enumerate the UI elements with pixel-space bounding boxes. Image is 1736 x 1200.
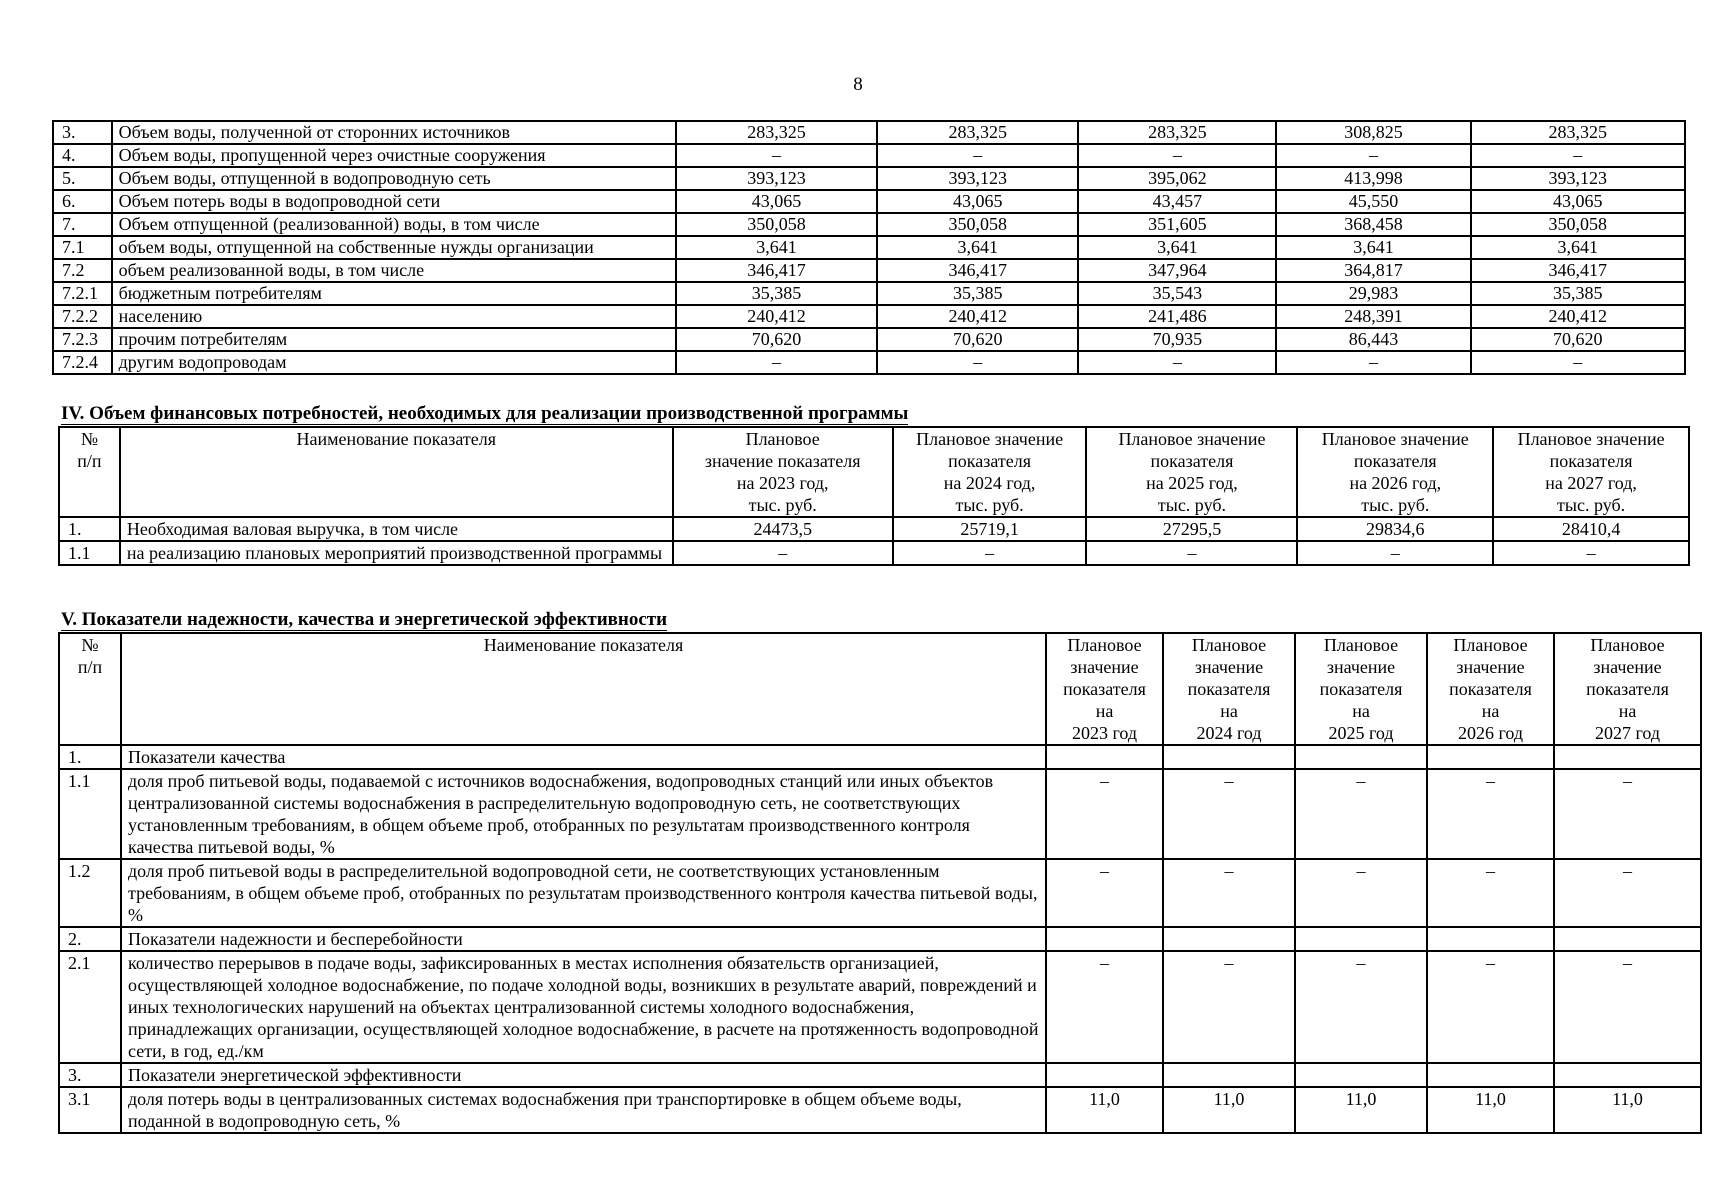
row-value	[1295, 745, 1427, 769]
header-col-2026: Плановое значение показателя на 2026 год	[1427, 633, 1554, 745]
section-5-title: V. Показатели надежности, качества и энергетической эффективности	[61, 609, 668, 630]
header-col-2027: Плановое значение показателя на 2027 год, тыс. руб.	[1493, 427, 1689, 517]
table-row	[53, 144, 1685, 167]
row-value: 3,641	[1276, 236, 1470, 259]
row-number: 6.	[53, 190, 112, 213]
table-row	[53, 121, 1685, 144]
row-name: объем воды, отпущенной на собственные нужды организации	[112, 236, 676, 259]
row-number: 7.2.3	[53, 328, 112, 351]
row-value: –	[877, 144, 1078, 167]
row-value: 347,964	[1078, 259, 1276, 282]
row-value: –	[1295, 769, 1427, 859]
row-value: –	[1086, 541, 1297, 565]
row-value: 11,0	[1046, 1087, 1163, 1133]
table-row	[59, 951, 1701, 1063]
row-name: количество перерывов в подаче воды, зафиксированных в местах исполнения обязательств организацией, осуществляющей холодное водоснабжение, по подаче холодной воды, возникших в результате аварий, повреждений и иных технологических нарушений на объектах централизованной системы холодного водоснабжения, принадлежащих организации, осуществляющей холодное водоснабжение, в расчете на протяженность водопроводной сети, в год, ед./км	[121, 951, 1046, 1063]
reliability-quality-table	[58, 632, 1702, 1134]
row-number: 3.	[53, 121, 112, 144]
row-value: –	[1078, 351, 1276, 374]
row-name: объем реализованной воды, в том числе	[112, 259, 676, 282]
row-value: –	[1295, 951, 1427, 1063]
row-value: 393,123	[1471, 167, 1685, 190]
row-value: 11,0	[1427, 1087, 1554, 1133]
header-col-2025: Плановое значение показателя на 2025 год	[1295, 633, 1427, 745]
row-name: другим водопроводам	[112, 351, 676, 374]
row-name: доля потерь воды в централизованных системах водоснабжения при транспортировке в общем объеме воды, поданной в водопроводную сеть, %	[121, 1087, 1046, 1133]
financial-needs-table	[58, 426, 1690, 566]
row-value: 43,065	[676, 190, 877, 213]
row-value: 283,325	[877, 121, 1078, 144]
row-number: 7.2	[53, 259, 112, 282]
row-value	[1554, 745, 1701, 769]
row-value: 35,543	[1078, 282, 1276, 305]
row-value	[1046, 927, 1163, 951]
row-value: 3,641	[1078, 236, 1276, 259]
row-value: –	[1427, 769, 1554, 859]
row-name: Показатели качества	[121, 745, 1046, 769]
header-col-2024: Плановое значение показателя на 2024 год, тыс. руб.	[893, 427, 1087, 517]
row-number: 2.1	[59, 951, 121, 1063]
row-value: 28410,4	[1493, 517, 1689, 541]
header-col-2027: Плановое значение показателя на 2027 год	[1554, 633, 1701, 745]
row-name: доля проб питьевой воды в распределительной водопроводной сети, не соответствующих установленным требованиям, в общем объеме проб, отобранных по результатам производственного контроля качества питьевой воды, %	[121, 859, 1046, 927]
row-value	[1163, 745, 1295, 769]
row-value: 283,325	[1471, 121, 1685, 144]
row-value: 43,065	[877, 190, 1078, 213]
row-value: 393,123	[877, 167, 1078, 190]
row-name: Показатели надежности и бесперебойности	[121, 927, 1046, 951]
row-value: 240,412	[1471, 305, 1685, 328]
row-value: 35,385	[877, 282, 1078, 305]
water-balance-table	[52, 120, 1686, 375]
row-value: –	[877, 351, 1078, 374]
row-number: 1.1	[59, 541, 120, 565]
row-value: 29834,6	[1297, 517, 1493, 541]
row-value: 3,641	[1471, 236, 1685, 259]
table-row	[53, 259, 1685, 282]
row-name: Объем отпущенной (реализованной) воды, в том числе	[112, 213, 676, 236]
row-value: 241,486	[1078, 305, 1276, 328]
row-value: –	[1471, 351, 1685, 374]
row-value: 11,0	[1295, 1087, 1427, 1133]
table-row	[53, 190, 1685, 213]
row-number: 1.	[59, 745, 121, 769]
row-value: 3,641	[676, 236, 877, 259]
table-row	[53, 213, 1685, 236]
row-value: 35,385	[1471, 282, 1685, 305]
row-value: 24473,5	[673, 517, 893, 541]
row-value: –	[673, 541, 893, 565]
row-name: населению	[112, 305, 676, 328]
row-name: Объем воды, пропущенной через очистные сооружения	[112, 144, 676, 167]
table-row	[59, 859, 1701, 927]
row-value: –	[1163, 951, 1295, 1063]
reliability-quality-body	[59, 633, 1701, 1133]
row-value: –	[676, 351, 877, 374]
water-balance-body	[53, 121, 1685, 374]
header-col-2025: Плановое значение показателя на 2025 год, тыс. руб.	[1086, 427, 1297, 517]
row-number: 5.	[53, 167, 112, 190]
row-value: 413,998	[1276, 167, 1470, 190]
row-value: 346,417	[676, 259, 877, 282]
row-value: 11,0	[1554, 1087, 1701, 1133]
section-4-title: IV. Объем финансовых потребностей, необходимых для реализации производственной программы	[61, 403, 909, 424]
table-row	[53, 305, 1685, 328]
header-num: № п/п	[59, 633, 121, 745]
row-value: –	[1554, 951, 1701, 1063]
row-name: доля проб питьевой воды, подаваемой с источников водоснабжения, водопроводных станций или иных объектов централизованной системы водоснабжения в распределительную водопроводную сеть, не соответствующих установленным требованиям, в общем объеме проб, отобранных по результатам производственного контроля качества питьевой воды, %	[121, 769, 1046, 859]
row-value: 45,550	[1276, 190, 1470, 213]
header-col-2023: Плановое значение показателя на 2023 год, тыс. руб.	[673, 427, 893, 517]
row-name: Объем воды, отпущенной в водопроводную сеть	[112, 167, 676, 190]
row-value: –	[1276, 351, 1470, 374]
row-value: 308,825	[1276, 121, 1470, 144]
row-value: –	[1297, 541, 1493, 565]
row-value: 70,935	[1078, 328, 1276, 351]
row-value: –	[1427, 951, 1554, 1063]
row-value: –	[1163, 859, 1295, 927]
table-row	[59, 1087, 1701, 1133]
row-name: Показатели энергетической эффективности	[121, 1063, 1046, 1087]
row-value: –	[1493, 541, 1689, 565]
table-row	[53, 282, 1685, 305]
row-value	[1427, 1063, 1554, 1087]
row-value	[1046, 745, 1163, 769]
header-col-2024: Плановое значение показателя на 2024 год	[1163, 633, 1295, 745]
header-col-2023: Плановое значение показателя на 2023 год	[1046, 633, 1163, 745]
row-value: 43,457	[1078, 190, 1276, 213]
row-name: на реализацию плановых мероприятий производственной программы	[120, 541, 673, 565]
row-value: –	[1046, 769, 1163, 859]
row-value: 393,123	[676, 167, 877, 190]
row-value: 368,458	[1276, 213, 1470, 236]
row-name: бюджетным потребителям	[112, 282, 676, 305]
row-value: 70,620	[1471, 328, 1685, 351]
row-number: 7.2.2	[53, 305, 112, 328]
row-value: –	[1276, 144, 1470, 167]
row-number: 7.	[53, 213, 112, 236]
header-num: № п/п	[59, 427, 120, 517]
financial-needs-body	[59, 427, 1689, 565]
header-name: Наименование показателя	[121, 633, 1046, 745]
row-number: 3.	[59, 1063, 121, 1087]
row-value: 35,385	[676, 282, 877, 305]
row-value	[1163, 1063, 1295, 1087]
row-value: –	[676, 144, 877, 167]
table-header-row	[59, 427, 1689, 517]
row-value: –	[1471, 144, 1685, 167]
row-name: Объем потерь воды в водопроводной сети	[112, 190, 676, 213]
row-value: –	[1046, 951, 1163, 1063]
row-value: –	[1046, 859, 1163, 927]
row-value: 248,391	[1276, 305, 1470, 328]
row-value: 350,058	[1471, 213, 1685, 236]
row-value: –	[1554, 769, 1701, 859]
row-name: прочим потребителям	[112, 328, 676, 351]
row-number: 1.1	[59, 769, 121, 859]
row-value: 350,058	[676, 213, 877, 236]
row-value: 240,412	[877, 305, 1078, 328]
row-value	[1427, 927, 1554, 951]
row-value: 283,325	[676, 121, 877, 144]
table-header-row	[59, 633, 1701, 745]
row-value: –	[1554, 859, 1701, 927]
table-row	[53, 236, 1685, 259]
row-value	[1046, 1063, 1163, 1087]
row-number: 1.	[59, 517, 120, 541]
row-value: 283,325	[1078, 121, 1276, 144]
table-row	[59, 745, 1701, 769]
row-value: –	[1163, 769, 1295, 859]
header-col-2026: Плановое значение показателя на 2026 год, тыс. руб.	[1297, 427, 1493, 517]
table-row	[59, 927, 1701, 951]
row-value: 70,620	[676, 328, 877, 351]
row-value: –	[1295, 859, 1427, 927]
row-number: 7.2.1	[53, 282, 112, 305]
row-value: 43,065	[1471, 190, 1685, 213]
table-row	[53, 167, 1685, 190]
table-row	[53, 351, 1685, 374]
row-value: 70,620	[877, 328, 1078, 351]
row-number: 3.1	[59, 1087, 121, 1133]
row-number: 7.1	[53, 236, 112, 259]
table-row	[53, 328, 1685, 351]
row-value	[1554, 927, 1701, 951]
row-value	[1554, 1063, 1701, 1087]
row-value: 346,417	[877, 259, 1078, 282]
row-number: 2.	[59, 927, 121, 951]
row-value	[1295, 1063, 1427, 1087]
page-number: 8	[853, 74, 863, 95]
row-number: 4.	[53, 144, 112, 167]
row-value: 350,058	[877, 213, 1078, 236]
row-value: 364,817	[1276, 259, 1470, 282]
header-name: Наименование показателя	[120, 427, 673, 517]
row-value: 29,983	[1276, 282, 1470, 305]
row-value: –	[893, 541, 1087, 565]
table-row	[59, 541, 1689, 565]
row-value: 11,0	[1163, 1087, 1295, 1133]
row-value	[1295, 927, 1427, 951]
row-number: 7.2.4	[53, 351, 112, 374]
row-value: 86,443	[1276, 328, 1470, 351]
table-row	[59, 1063, 1701, 1087]
table-row	[59, 517, 1689, 541]
row-number: 1.2	[59, 859, 121, 927]
row-value: 3,641	[877, 236, 1078, 259]
row-value: –	[1427, 859, 1554, 927]
row-value: 27295,5	[1086, 517, 1297, 541]
row-name: Объем воды, полученной от сторонних источников	[112, 121, 676, 144]
table-row	[59, 769, 1701, 859]
row-value	[1163, 927, 1295, 951]
row-value: 25719,1	[893, 517, 1087, 541]
row-value: –	[1078, 144, 1276, 167]
row-name: Необходимая валовая выручка, в том числе	[120, 517, 673, 541]
row-value: 240,412	[676, 305, 877, 328]
row-value: 346,417	[1471, 259, 1685, 282]
row-value: 395,062	[1078, 167, 1276, 190]
row-value: 351,605	[1078, 213, 1276, 236]
row-value	[1427, 745, 1554, 769]
